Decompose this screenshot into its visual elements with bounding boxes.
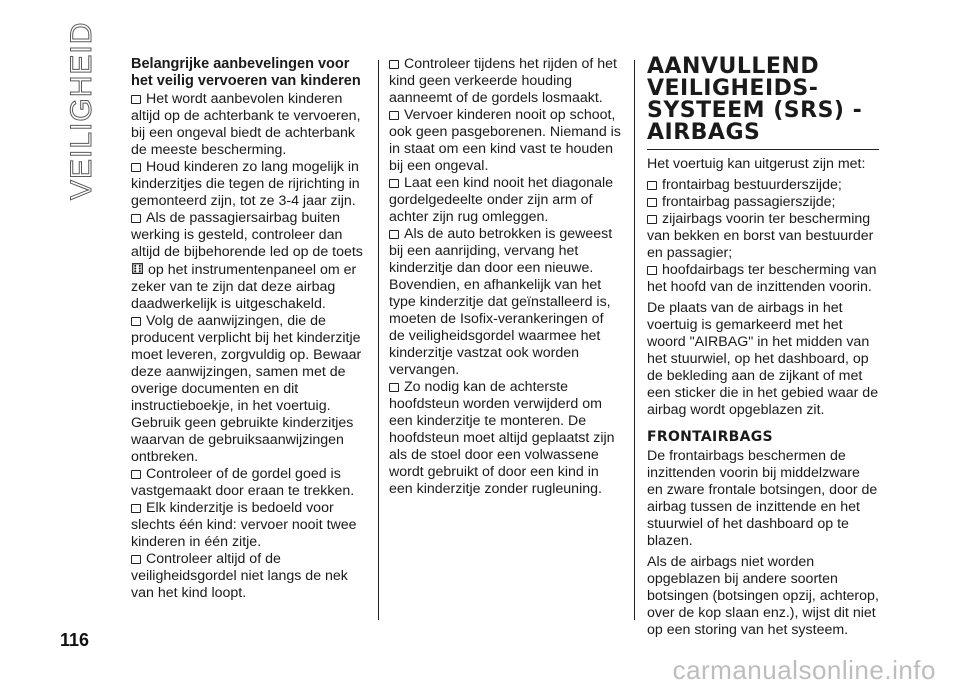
list-item: Als de auto betrokken is geweest bij een aanrijding, vervang het kinderzitje dan door een nieuwe. Bovendien, en afhankelijk van het type kinderzitje dat geïnstalleerd is, moeten de Isofix-verankeringen of de veiligheidsgordel waarmee het kinderzitje vastzat ook worden vervangen. xyxy=(389,226,613,378)
column-divider xyxy=(634,60,635,620)
intro-text: Het voertuig kan uitgerust zijn met: xyxy=(647,156,866,172)
bullet-icon xyxy=(647,198,657,207)
list-item: Laat een kind nooit het diagonale gordelgedeelte onder zijn arm of achter zijn rug omleggen. xyxy=(389,175,614,225)
column-2 xyxy=(389,56,623,498)
list-item: hoofdairbags ter bescherming van het hoofd van de inzittenden voorin. xyxy=(647,262,877,295)
bullet-icon xyxy=(647,215,657,224)
section-heading: Belangrijke aanbevelingen voor het veilig vervoeren van kinderen xyxy=(131,56,361,89)
subsection-title: FRONTAIRBAGS xyxy=(647,429,773,445)
column-divider xyxy=(378,60,379,620)
bullet-icon xyxy=(389,60,399,69)
bullet-icon xyxy=(131,317,141,326)
column-1 xyxy=(131,56,366,602)
list-item: Het wordt aanbevolen kinderen altijd op de achterbank te vervoeren, bij een ongeval biedt de achterbank de meeste bescherming. xyxy=(131,91,361,158)
bullet-icon xyxy=(131,470,141,479)
bullet-icon xyxy=(389,111,399,120)
bullet-icon xyxy=(389,383,399,392)
airbag-off-icon: ⚅ xyxy=(131,261,145,278)
column-3 xyxy=(647,56,879,643)
bullet-icon xyxy=(131,504,141,513)
bullet-icon xyxy=(647,266,657,275)
list-item: Elk kinderzitje is bedoeld voor slechts één kind: vervoer nooit twee kinderen in één zitje. xyxy=(131,500,357,550)
list-item: Zo nodig kan de achterste hoofdsteun worden verwijderd om een kinderzitje te monteren. De hoofdsteun moet altijd geplaatst zijn als de stoel door een volwassene wordt gebruikt of door een kind in een kinderzitje zonder rugleuning. xyxy=(389,379,615,497)
bullet-icon xyxy=(389,179,399,188)
list-item: frontairbag bestuurderszijde; xyxy=(647,177,879,194)
paragraph: De plaats van de airbags in het voertuig is gemarkeerd met het woord "AIRBAG" in het midden van het stuurwiel, op het dashboard, op de bekleding aan de zijkant of met een sticker die in het gebied waar de airbag wordt opgeblazen zit. xyxy=(647,300,879,418)
bullet-icon xyxy=(647,181,657,190)
list-item: Controleer altijd of de veiligheidsgordel niet langs de nek van het kind loopt. xyxy=(131,551,348,601)
list-item: Houd kinderen zo lang mogelijk in kinderzitjes die tegen de rijrichting in gemonteerd zijn, tot ze 3-4 jaar zijn. xyxy=(131,159,360,209)
paragraph: De frontairbags beschermen de inzittenden voorin bij middelzware en zware frontale botsingen, door de airbag tussen de inzittende en het stuurwiel of het dashboard op te blazen. xyxy=(647,448,878,549)
bullet-icon xyxy=(131,555,141,564)
page-number: 116 xyxy=(60,630,90,650)
section-title: AANVULLEND VEILIGHEIDS-SYSTEEM (SRS) - AIRBAGS xyxy=(647,56,879,150)
list-item: Volg de aanwijzingen, die de producent verplicht bij het kinderzitje moet leveren, zorgvuldig op. Bewaar deze aanwijzingen, samen met de overige documenten en dit instructieboekje, in het voertuig. Gebruik geen gebruikte kinderzitjes waarvan de gebruiksaanwijzingen ontbreken. xyxy=(131,313,362,465)
paragraph: Als de airbags niet worden opgeblazen bij andere soorten botsingen (botsingen opzij, achterop, over de kop slaan enz.), wijst dit niet op een storing van het systeem. xyxy=(647,554,879,638)
bullet-icon xyxy=(131,214,141,223)
list-item: frontairbag passagierszijde; xyxy=(647,194,879,211)
list-item: zijairbags voorin ter bescherming van bekken en borst van bestuurder en passagier; xyxy=(647,211,874,261)
list-item: Controleer of de gordel goed is vastgemaakt door eraan te trekken. xyxy=(131,466,355,499)
list-item: Controleer tijdens het rijden of het kind geen verkeerde houding aanneemt of de gordels losmaakt. xyxy=(389,56,617,106)
bullet-icon xyxy=(389,230,399,239)
bullet-icon xyxy=(131,163,141,172)
list-item: Vervoer kinderen nooit op schoot, ook geen pasgeborenen. Niemand is in staat om een kind vast te houden bij een ongeval. xyxy=(389,107,621,174)
bullet-icon xyxy=(131,95,141,104)
section-label: VEILIGHEID xyxy=(65,21,98,200)
watermark: carmanualsonline.info xyxy=(672,655,936,685)
list-item: Als de passagiersairbag buiten werking is gesteld, controleer dan altijd de bijbehorende led op de toets ⚅ op het instrumentenpaneel om er zeker van te zijn dat deze airbag daadwerkelijk is uitgeschakeld. xyxy=(131,210,363,312)
